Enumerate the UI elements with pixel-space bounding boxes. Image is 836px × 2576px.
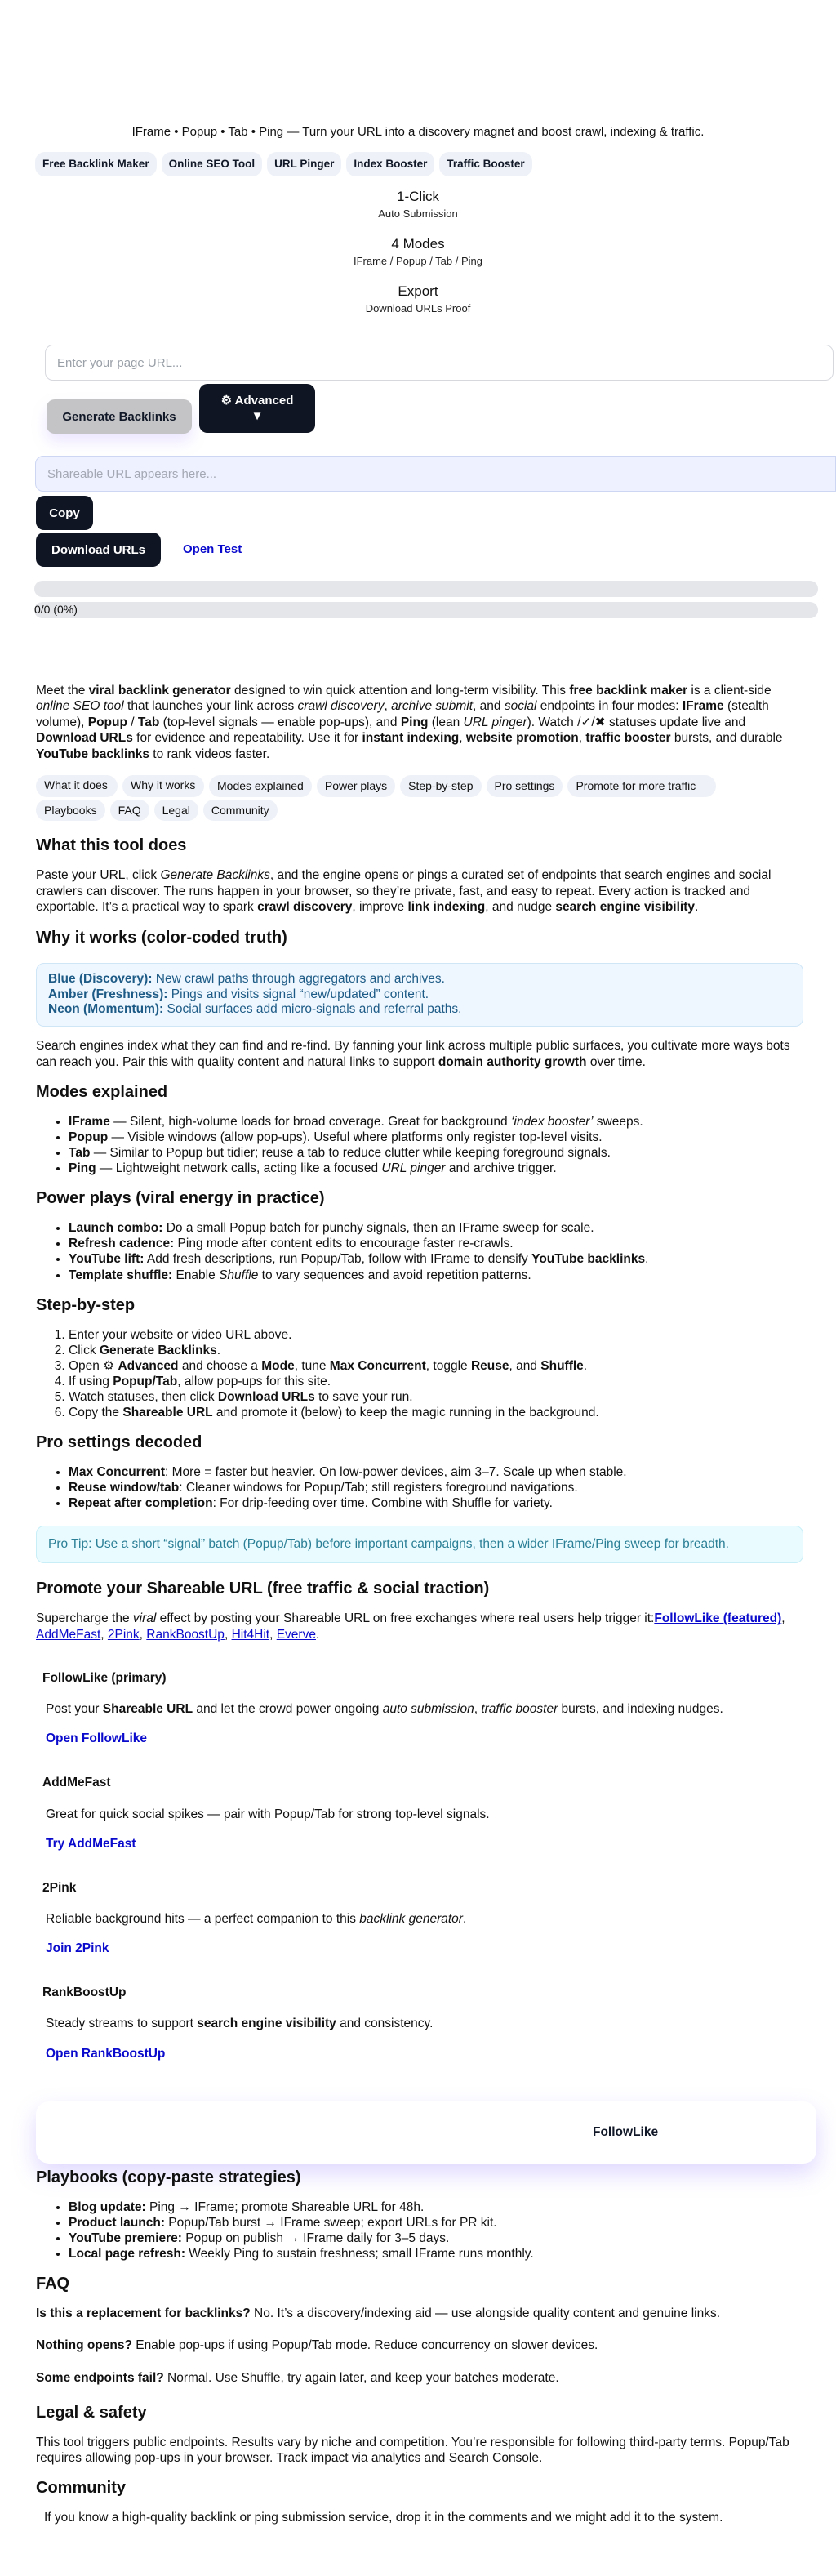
callout-neon [48,1002,791,1018]
progress-status-bar [34,602,818,618]
link-everve[interactable]: Everve [276,1627,316,1642]
toc-playbooks[interactable]: Playbooks [36,800,105,822]
text-run: Ping [400,715,429,729]
text-run: , and [473,699,505,714]
stat-export [0,283,836,316]
text-run: Enable [172,1268,220,1282]
chip-index-booster: Index Booster [346,152,434,176]
what-paragraph [36,867,803,915]
text-run: Paste your URL, click [36,868,161,883]
faq-answer: No. It’s a discovery/indexing aid — use alongside quality content and genuine links. [250,2306,721,2321]
text-run: , and [509,1358,541,1373]
callout-text: Social surfaces add micro-signals and referral paths. [163,1002,462,1017]
open-rankboostup-link[interactable]: Open RankBoostUp [46,2046,166,2061]
text-run: / [127,715,138,729]
text-run: search engine visibility [555,900,695,915]
text-run: IFrame [69,1115,110,1130]
faq-question: Is this a replacement for backlinks? [36,2306,251,2321]
text-run: and let the crowd power ongoing [193,1702,383,1717]
section-title-steps: Step-by-step [36,1295,136,1314]
toc-legal[interactable]: Legal [154,800,198,822]
text-run: URL pinger [381,1161,446,1176]
text-run: free backlink maker [569,684,688,697]
text-run: , improve [352,900,408,915]
text-run: Great for quick social spikes — pair with Popup/Tab for strong top-level signals. [46,1807,490,1821]
modes-list [36,1114,803,1176]
featured-followlike-card[interactable] [36,2101,816,2164]
stat-label: IFrame / Popup / Tab / Ping [353,255,482,268]
text-run: : For drip-feeding over time. Combine with Shuffle for variety. [212,1496,553,1511]
text-run: Mode [261,1358,295,1373]
faq-item [36,2370,803,2387]
text-run: Shareable URL [122,1405,213,1419]
callout-label: Neon (Momentum): [48,1002,164,1017]
faq-item [36,2338,803,2354]
text-run: Reuse [470,1358,509,1373]
progress-bar [34,581,818,597]
text-run: Search engines index what they can find and re-find. By fanning your link across multiple public surfaces, you cultivate more ways bots can reach you. Pair this with quality content and natural links to support [36,1039,790,1069]
partner-desc [46,1911,803,1928]
join-2pink-link[interactable]: Join 2Pink [46,1941,109,1956]
text-run: YouTube lift: [69,1252,145,1267]
text-run: and promote it (below) to keep the magic running in the background. [212,1405,599,1419]
text-run: Do a small Popup batch for punchy signals, then an IFrame sweep for scale. [162,1221,594,1236]
toc-pro-settings[interactable]: Pro settings [487,775,563,797]
promote-text: effect by posting your Shareable URL on free exchanges where real users help trigger it: [156,1611,655,1626]
table-of-contents [36,775,771,824]
text-run: to rank videos faster. [149,747,270,761]
text-run: Ping → IFrame; promote Shareable URL for 48h. [145,2200,425,2214]
text-run: bursts, and durable [670,731,783,746]
text-run: social [504,699,537,714]
list-item [69,1495,803,1511]
text-run: ‘index booster’ [510,1115,594,1130]
list-item [69,1389,803,1405]
text-run: Download URLs [36,731,133,746]
link-rankboostup[interactable]: RankBoostUp [146,1627,225,1642]
text-run: Popup/Tab [113,1374,178,1388]
power-plays-list [36,1220,803,1282]
text-run: — Visible windows (allow pop-ups). Useful where platforms only register top-level visits. [108,1130,603,1145]
list-item [69,1114,803,1130]
text-run: Repeat after completion [69,1496,213,1511]
text-run: Generate Backlinks [160,868,270,883]
text-run: designed to win quick attention and long-term visibility. This [230,684,570,697]
text-run: instant indexing [362,731,460,746]
faq-question: Nothing opens? [36,2338,132,2353]
list-item [69,1480,803,1495]
text-run: crawl discovery [257,900,353,915]
stat-label: Auto Submission [378,207,458,221]
callout-blue [48,972,791,987]
text-run: Tab [69,1146,91,1161]
text-run: ). Watch /✓/✖ statuses update live and [527,715,746,729]
stat-label: Download URLs Proof [365,302,471,315]
text-run: Shuffle [540,1358,584,1373]
text-run: Popup [87,715,127,729]
partner-name: AddMeFast [42,1776,111,1790]
toc-step-by-step[interactable]: Step-by-step [400,775,481,797]
text-run: YouTube backlinks [36,747,149,761]
text-run: Watch statuses, then click [69,1389,218,1404]
color-coded-callout [36,963,803,1027]
text-run: link indexing [407,900,486,915]
text-run: . [645,1252,649,1267]
text-run: , [578,731,586,746]
text-run: auto submission [382,1702,474,1717]
text-run: , and nudge [485,900,556,915]
text-run: URL pinger [463,715,527,729]
text-run: Post your [46,1702,103,1717]
why-paragraph [36,1038,803,1070]
text-run: Enter your website or video URL above. [69,1327,292,1342]
legal-text: This tool triggers public endpoints. Results vary by niche and competition. You’re responsible for following third-party terms. Popup/Tab requires allowing pop-ups in your browser. Track impact via analytics and Search Console. [36,2435,789,2466]
text-run: Template shuffle: [69,1268,173,1282]
intro-paragraph [36,683,803,762]
article [36,683,803,2062]
link-addmefast[interactable]: AddMeFast [36,1627,101,1642]
partner-followlike [36,1670,803,1747]
playbooks-list [36,2199,803,2262]
text-run: , [474,1702,482,1717]
try-addmefast-link[interactable]: Try AddMeFast [46,1836,136,1851]
download-urls-button[interactable]: Download URLs [36,533,161,567]
stat-value: Export [398,283,438,299]
text-run: that launches your link across [123,699,298,714]
section-title-faq: FAQ [36,2275,70,2293]
generate-backlinks-button[interactable]: Generate Backlinks [47,399,192,434]
copy-button[interactable]: Copy [36,496,93,530]
page-url-input[interactable] [45,345,834,381]
text-run: and archive trigger. [445,1161,557,1176]
section-title-legal: Legal & safety [36,2403,147,2422]
text-run: Click [69,1343,100,1357]
text-run: over time. [586,1054,646,1069]
text-run: — Similar to Popup but tidier; reuse a tab to reduce clutter while keeping foreground signals. [90,1146,611,1161]
faq-answer: Normal. Use Shuffle, try again later, and keep your batches moderate. [163,2370,559,2385]
promote-text: Supercharge the [36,1611,133,1626]
section-title-promote: Promote your Shareable URL (free traffic & social traction) [36,1580,490,1598]
callout-amber [48,987,791,1003]
chip-traffic-booster: Traffic Booster [439,152,531,176]
text-run: crawl discovery [297,699,385,714]
list-item [69,1327,803,1343]
progress-text: 0/0 (0%) [34,603,78,616]
text-run: , allow pop-ups for this site. [177,1374,331,1388]
toc-what-it-does[interactable]: What it does [36,775,118,797]
stat-one-click [0,188,836,221]
text-run: traffic booster [481,1702,558,1717]
chip-online-seo-tool: Online SEO Tool [162,152,263,176]
article-lower [36,2167,803,2526]
text-run: . [216,1343,221,1357]
list-item [69,2199,803,2215]
partner-rankboostup [36,1985,803,2061]
text-run: (lean [428,715,464,729]
text-run: , toggle [425,1358,471,1373]
section-title-pro: Pro settings decoded [36,1433,202,1451]
text-run: Popup [69,1130,109,1145]
section-title-community: Community [36,2479,126,2498]
text-run: Shareable URL [102,1702,193,1717]
advanced-toggle-button[interactable] [199,384,315,433]
text-run: backlink generator [359,1912,463,1926]
text-run: viral backlink generator [88,684,231,697]
section-title-why: Why it works (color-coded truth) [36,928,287,947]
partner-desc [46,2016,803,2032]
text-run: archive submit [391,699,474,714]
list-item [69,1220,803,1236]
text-run: YouTube backlinks [531,1252,646,1267]
toc-faq[interactable]: FAQ [110,800,149,822]
promote-intro: Supercharge the viral effect by posting your Shareable URL on free exchanges where real users help trigger it:FollowLike (featured), AddMeFast, 2Pink, RankBoostUp, Hit4Hit, Everve. [36,1611,785,1642]
list-item [69,1405,803,1420]
featured-card-label: FollowLike [593,2125,659,2139]
text-run: traffic booster [585,731,671,746]
partner-desc [46,1701,803,1718]
text-run: Ping [69,1161,96,1176]
text-run: Open ⚙ [69,1358,118,1373]
list-item [69,1464,803,1480]
text-run: for evidence and repeatability. Use it for [132,731,362,746]
text-run: , and the engine opens or pings a curated set of endpoints that search engines and social crawlers can discover. The runs happen in your browser, so they’re private, fast, and easy to repeat. Every action is tracked and exportable. It’s a practical way to spark [36,868,772,915]
stat-modes [0,235,836,269]
section-title-what: What this tool does [36,836,187,855]
text-run: Max Concurrent [329,1358,426,1373]
list-item [69,2231,803,2246]
text-run: Max Concurrent [69,1464,165,1479]
text-run: domain authority growth [438,1054,587,1069]
text-run: Meet the [36,684,89,697]
text-run: and consistency. [336,2017,434,2031]
text-run: Copy the [69,1405,123,1419]
text-run: Advanced [118,1358,179,1373]
partner-name: FollowLike (primary) [42,1671,167,1686]
text-run: Local page refresh: [69,2247,185,2262]
text-run: : More = faster but heavier. On low-power devices, aim 3–7. Scale up when stable. [165,1464,627,1479]
toc-promote[interactable]: Promote for more traffic [567,775,716,797]
section-title-playbooks: Playbooks (copy-paste strategies) [36,2168,301,2186]
text-run: is a client-side [687,684,772,697]
text-run: Ping mode after content edits to encourage faster re-crawls. [174,1237,514,1251]
text-run: , [384,699,392,714]
shareable-url-field[interactable] [35,456,836,492]
text-run: Steady streams to support [46,2017,198,2031]
text-run: . [462,1912,467,1926]
text-run: and choose a [178,1358,262,1373]
chip-free-backlink-maker: Free Backlink Maker [35,152,157,176]
link-2pink[interactable]: 2Pink [107,1627,140,1642]
text-run: sweeps. [593,1115,643,1130]
text-run: endpoints in four modes: [536,699,683,714]
list-item [69,2246,803,2262]
steps-list [36,1327,803,1420]
advanced-label: ⚙ Advanced [220,393,294,408]
list-item [69,1358,803,1374]
text-run: . [583,1358,588,1373]
text-run: YouTube premiere: [69,2231,182,2246]
text-run: Blog update: [69,2200,146,2214]
callout-label: Blue (Discovery): [48,971,153,986]
callout-label: Amber (Freshness): [48,987,168,1001]
toc-power-plays[interactable]: Power plays [317,775,395,797]
text-run: Shuffle [219,1268,259,1282]
toc-modes-explained[interactable]: Modes explained [209,775,312,797]
list-item [69,1130,803,1145]
text-run: bursts, and indexing nudges. [558,1702,723,1717]
faq-list [36,2306,803,2386]
text-run: IFrame [682,699,724,714]
section-title-modes: Modes explained [36,1083,168,1102]
text-run: to vary sequences and avoid repetition patterns. [258,1268,531,1282]
list-item [69,1236,803,1251]
list-item [69,1161,803,1176]
text-run: website promotion [465,731,579,746]
text-run: Download URLs [217,1389,315,1404]
text-run: Generate Backlinks [99,1343,217,1357]
text-run: online SEO tool [36,699,124,714]
faq-question: Some endpoints fail? [36,2370,164,2385]
text-run: . [695,900,699,915]
text-run: , [459,731,466,746]
callout-text: Pings and visits signal “new/updated” content. [167,987,429,1001]
keyword-chips [35,152,532,176]
list-item [69,1145,803,1161]
faq-item [36,2306,803,2322]
toc-why-it-works[interactable]: Why it works [122,775,204,797]
link-followlike[interactable]: FollowLike (featured) [654,1611,782,1626]
section-title-power: Power plays (viral energy in practice) [36,1189,325,1208]
partner-addmefast [36,1775,803,1852]
text-run: Popup/Tab burst → IFrame sweep; export URLs for PR kit. [164,2216,497,2231]
text-run: — Silent, high-volume loads for broad coverage. Great for background [109,1115,511,1130]
text-run: Reuse window/tab [69,1481,180,1495]
pro-tip: Pro Tip: Use a short “signal” batch (Popup/Tab) before important campaigns, then a wider IFrame/Ping sweep for breadth. [36,1526,803,1563]
chip-url-pinger: URL Pinger [267,152,341,176]
text-run: Add fresh descriptions, run Popup/Tab, follow with IFrame to densify [144,1252,532,1267]
hero-tagline: IFrame • Popup • Tab • Ping — Turn your URL into a discovery magnet and boost crawl, indexing & traffic. [131,125,705,139]
callout-text: New crawl paths through aggregators and archives. [152,971,445,986]
partner-2pink [36,1880,803,1957]
partner-name: 2Pink [42,1880,77,1895]
link-hit4hit[interactable]: Hit4Hit [231,1627,270,1642]
text-run: If using [69,1374,113,1388]
text-run: (stealth volume), [36,699,769,729]
list-item [69,1268,803,1283]
stat-value: 4 Modes [391,236,445,252]
text-run: search engine visibility [197,2017,336,2031]
text-run: Tab [137,715,160,729]
text-run: Refresh cadence: [69,1237,175,1251]
open-followlike-link[interactable]: Open FollowLike [46,1731,148,1746]
text-run: Launch combo: [69,1221,163,1236]
text-run: Popup on publish → IFrame daily for 3–5 days. [181,2231,450,2246]
faq-answer: Enable pop-ups if using Popup/Tab mode. Reduce concurrency on slower devices. [131,2338,598,2353]
text-run: — Lightweight network calls, acting like a focused [96,1161,382,1176]
text-run: , tune [294,1358,330,1373]
text-run: to save your run. [314,1389,413,1404]
community-text: If you know a high-quality backlink or ping submission service, drop it in the comments and we might add it to the system. [44,2511,723,2525]
text-run: Product launch: [69,2216,165,2231]
text-run: (top-level signals — enable pop-ups), and [159,715,401,729]
pro-settings-list [36,1464,803,1511]
chevron-down-icon: ▼ [251,409,264,423]
text-run: Weekly Ping to sustain freshness; small IFrame runs monthly. [185,2247,534,2262]
partner-name: RankBoostUp [42,1985,127,2000]
text-run: Reliable background hits — a perfect companion to this [46,1912,360,1926]
stat-value: 1-Click [397,189,439,204]
list-item [69,1343,803,1358]
promote-text: viral [132,1611,157,1626]
list-item [69,1374,803,1389]
partner-desc [46,1807,803,1823]
list-item [69,2215,803,2231]
open-test-link[interactable]: Open Test [183,542,242,556]
list-item [69,1251,803,1267]
text-run: : Cleaner windows for Popup/Tab; still registers foreground navigations. [179,1481,578,1495]
toc-community[interactable]: Community [203,800,278,822]
